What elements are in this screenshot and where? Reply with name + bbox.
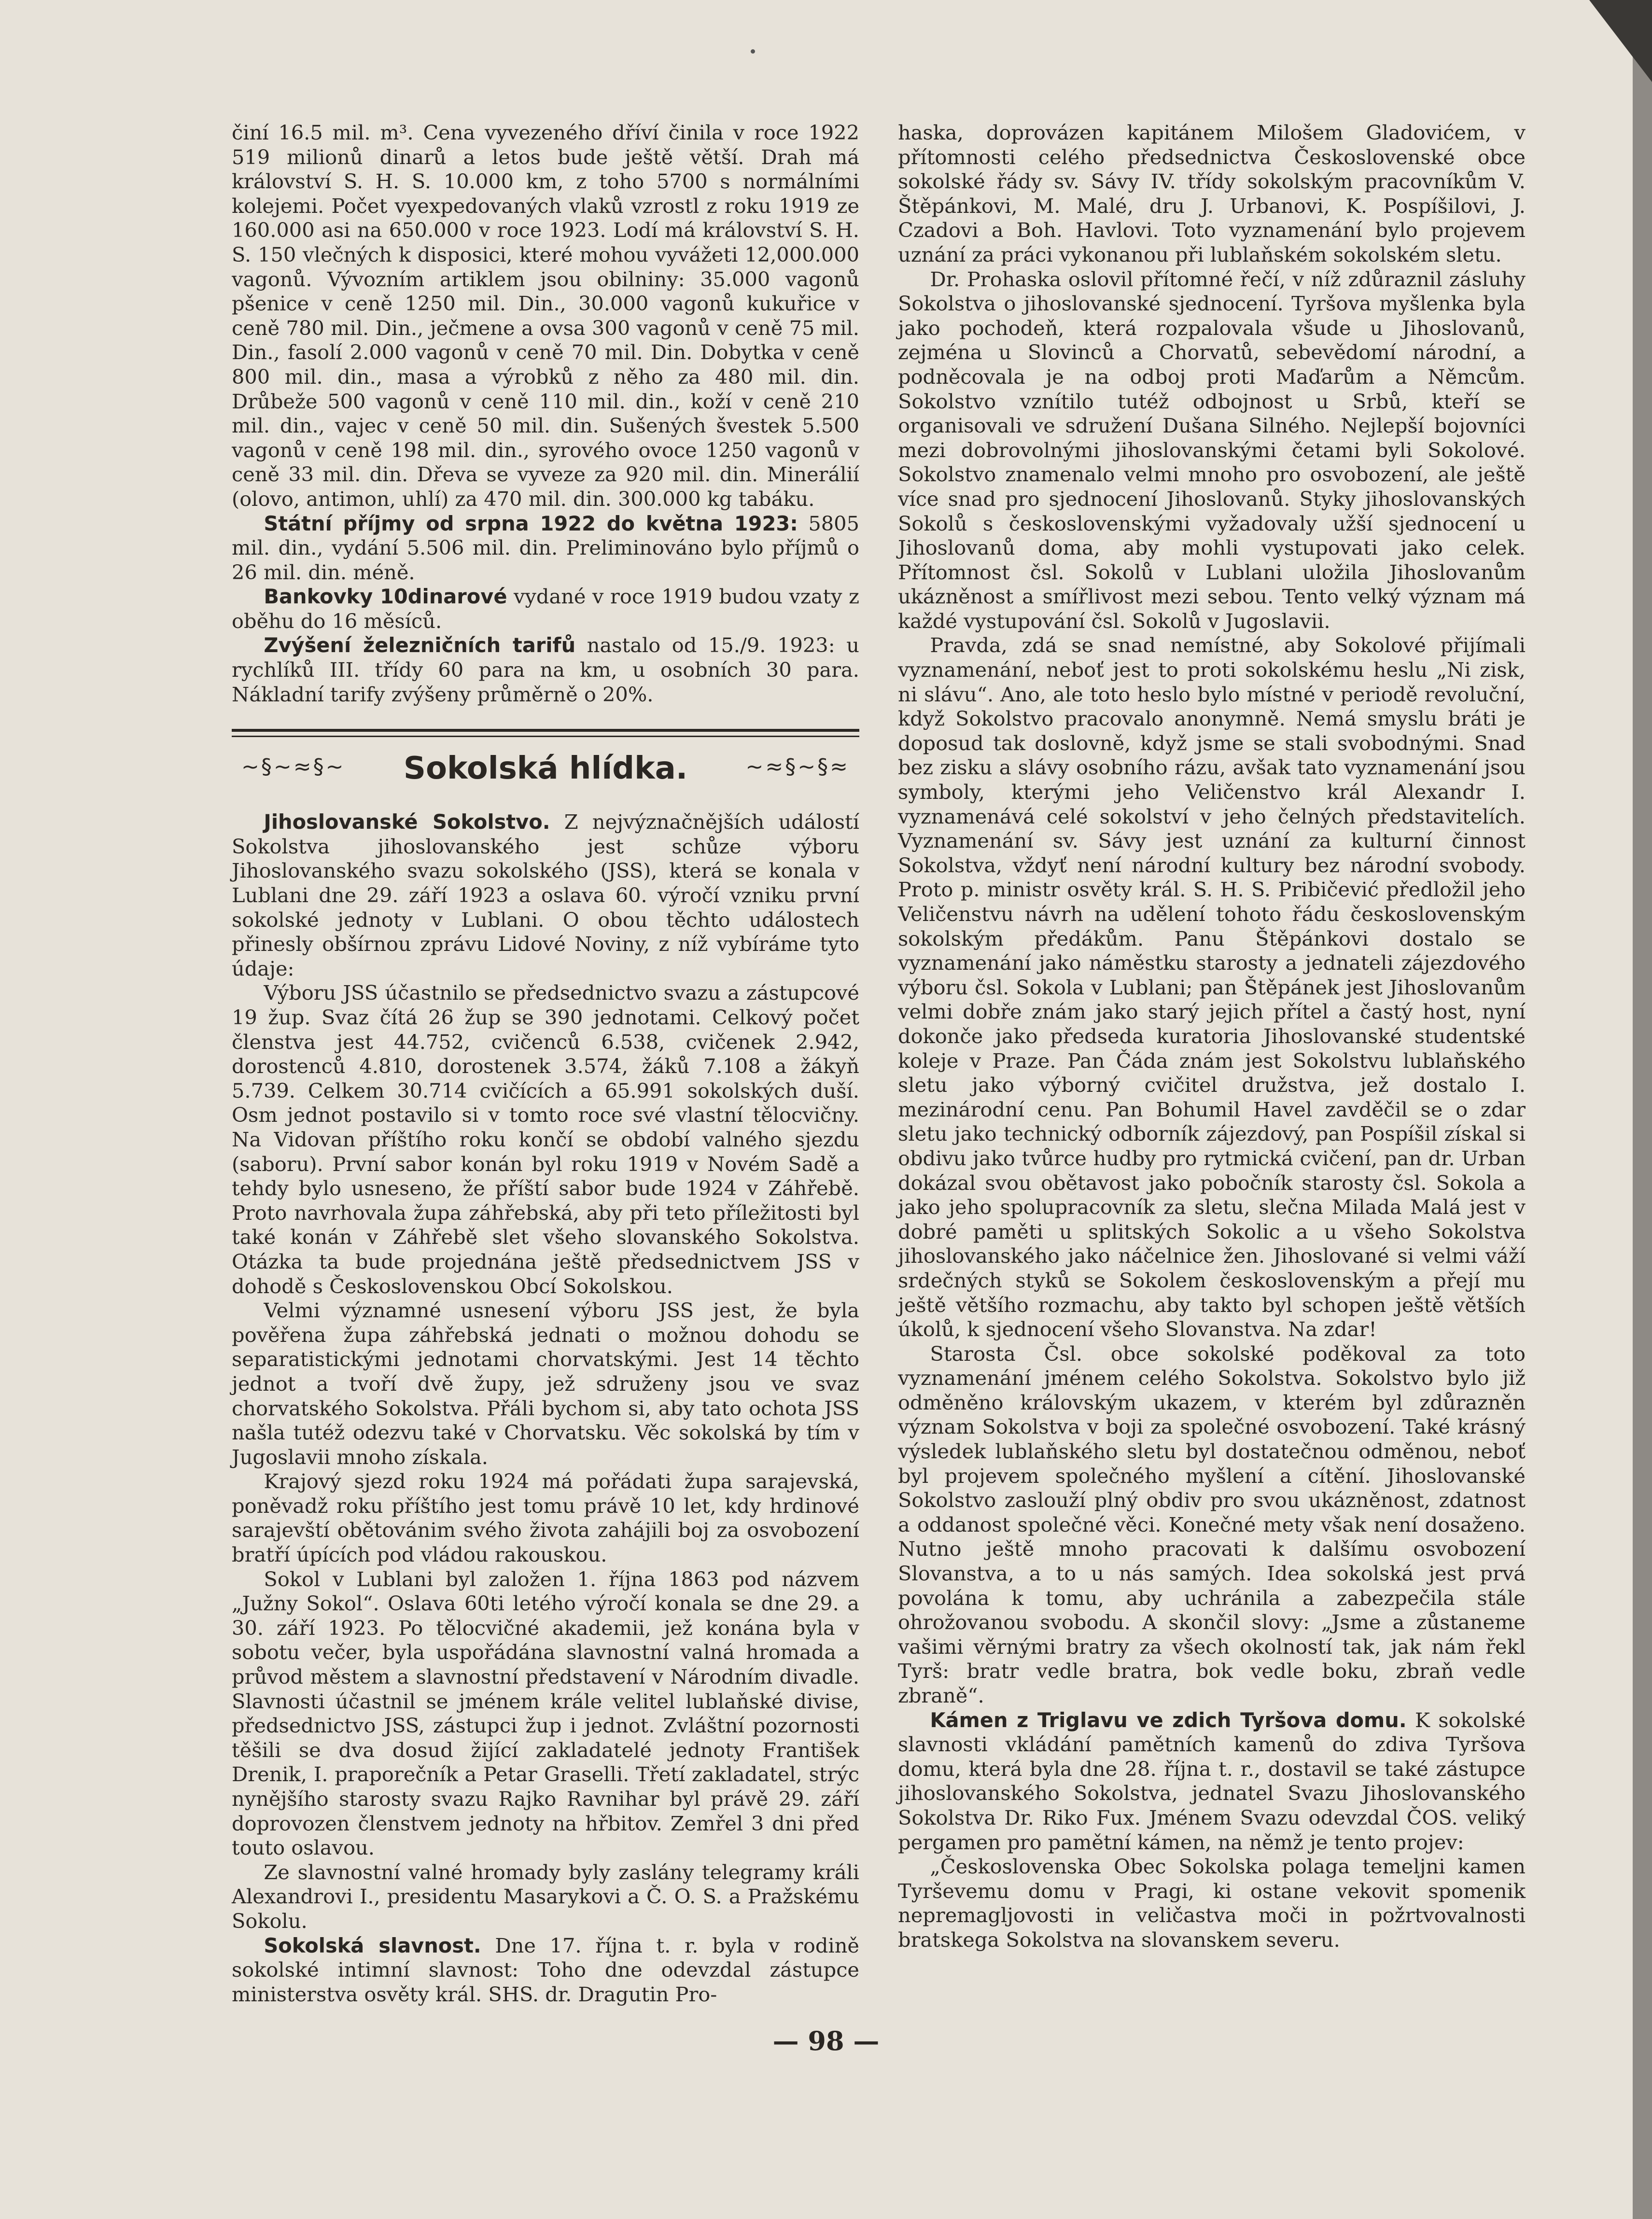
paragraph-lead: Kámen z Triglavu ve zdich Tyršova domu.: [930, 1708, 1407, 1732]
paragraph-text: Velmi významné usnesení výboru JSS jest, že byla pověřena župa záhřebská jednati o možnou dohodu se separatistickými jednotami chorvatskými. Jest 14 těchto jednot a tvoří dvě župy, jež sdruženy jsou ve svaz chorvatského Sokolstva. Přáli bychom si, aby tato ochota JSS našla tutéž odezvu také v Chorvatsku. Věc sokolská by tím v Jugoslavii mnoho získala.: [232, 1298, 859, 1469]
paragraph-lead: Jihoslovanské Sokolstvo.: [264, 810, 550, 834]
left-column: [232, 121, 859, 2007]
paragraph: [898, 1708, 1526, 1855]
paragraph-lead: Bankovky 10dinarové: [264, 585, 507, 609]
paragraph-lead: Zvýšení železničních tarifů: [264, 633, 576, 657]
heading-rule-thin: [232, 736, 859, 737]
paragraph-lead: Státní příjmy od srpna 1922 do května 1923:: [264, 511, 798, 535]
paragraph-text: Z nejvýznačnějších událostí Sokolstva jihoslovanského jest schůze výboru Jihoslovanského svazu sokolského (JSS), která se konala v Lublani dne 29. září 1923 a oslava 60. výročí vzniku první sokolské jednoty v Lublani. O obou těchto událostech přinesly obšírnou zprávu Lidové Noviny, z níž vybíráme tyto údaje:: [232, 810, 859, 980]
sokol-articles-continued: [898, 121, 1526, 1953]
paragraph: [898, 1342, 1526, 1708]
page-number: — 98 —: [772, 2025, 880, 2056]
paragraph: [232, 981, 859, 1298]
folded-corner: [1589, 0, 1652, 82]
page-edge-shadow: [1633, 0, 1652, 2219]
paragraph: [232, 1469, 859, 1567]
paragraph-text: Starosta Čsl. obce sokolské poděkoval za toto vyznamenání jménem celého Sokolstva. Sokolstvo bylo již odměněno královským ukazem, v kterém byl zdůrazněn význam Sokolstva v boji za společné osvobození. Také krásný výsledek lublaňského sletu byl dostatečnou odměnou, neboť byl projevem společného myšlení a cítění. Jihoslovanské Sokolstvo zaslouží plný obdiv pro svou ukázněnost, zdatnost a oddanost společné věci. Konečné mety však není dosaženo. Nutno ještě mnoho pracovati k dalšímu osvobození Slovanstva, a to u nás samých. Idea sokolská jest prvá povolána k tomu, aby uchránila a zabezpečila stále ohrožovanou svobodu. A skončil slovy: „Jsme a zůstaneme vašimi věrnými bratry za všech okolností tak, jak nám řekl Tyrš: bratr vedle bratra, bok vedle boku, zbraň vedle zbraně“.: [898, 1341, 1526, 1707]
paragraph-text: Krajový sjezd roku 1924 má pořádati župa sarajevská, poněvadž roku příštího jest tomu právě 10 let, kdy hrdinové sarajevští obětovánim svého života zahájili boj za osvobození bratří úpících pod vládou rakouskou.: [232, 1469, 859, 1567]
paragraph: [898, 1855, 1526, 1952]
paragraph: [232, 1934, 859, 2007]
sokol-articles: [232, 810, 859, 2007]
paragraph-text: 5805 mil. din., vydání 5.506 mil. din. Preliminováno bylo příjmů o 26 mil. din. méně.: [232, 511, 859, 584]
paragraph-text: Dr. Prohaska oslovil přítomné řečí, v níž zdůraznil zásluhy Sokolstva o jihoslovanské sjednocení. Tyršova myšlenka byla jako pochodeň, která rozpalovala všude u Jihoslovanů, zejména u Slovinců a Chorvatů, sebevědomí národní, a podněcovala je na odboj proti Maďarům a Němcům. Sokolstvo vznítilo tutéž odbojnost u Srbů, kteří se organisovali ve sdružení Dušana Silného. Nejlepší bojovníci mezi dobrovolnými jihoslovanskými četami byli Sokolové. Sokolstvo znamenalo velmi mnoho pro osvobození, ale ještě více snad pro sjednocení Jihoslovanů. Styky jihoslovanských Sokolů s československými vyžadovaly užší sjednocení u Jihoslovanů doma, aby mohli vystupovati jako celek. Přítomnost čsl. Sokolů v Lublani uložila Jihoslovanům ukázněnost a smířlivost mezi sebou. Tento velký význam má každé vystupování čsl. Sokolů v Jugoslavii.: [898, 267, 1526, 633]
paragraph-text: nastalo od 15./9. 1923: u rychlíků III. třídy 60 para na km, u osobních 30 para. Nákladní tarify zvýšeny průměrně o 20%.: [232, 633, 860, 706]
paragraph-text: Pravda, zdá se snad nemístné, aby Sokolové přijímali vyznamenání, neboť jest to proti sokolskému heslu „Ni zisk, ni slávu“. Ano, ale toto heslo bylo místné v periodě revoluční, když Sokolstvo pracovalo anonymně. Nemá smyslu bráti je doposud tak doslovně, když jsme se stali svobodnými. Snad bez zisku a slávy osobního rázu, avšak tato vyznamenání jsou symboly, kterými jeho Veličenstvo král Alexandr I. vyznamenává celé sokolství v jeho čelných představitelích. Vyznamenání sv. Sávy jest uznání za kulturní činnost Sokolstva, vždyť není národní kultury bez národní svobody. Proto p. ministr osvěty král. S. H. S. Pribičević předložil jeho Veličenstvu návrh na udělení tohoto řádu československým sokolským předákům. Panu Štěpánkovi dostalo se vyznamenání jako náměstku starosty a jednateli zájezdového výboru čsl. Sokola v Lublani; pan Štěpánek jest Jihoslovanům velmi dobře znám jako starý jejich přítel a častý host, nyní dokonče jako předseda kuratoria Jihoslovanské studentské koleje v Praze. Pan Čáda znám jest Sokolstvu lublaňského sletu jako výborný cvičitel družstva, jež dostalo I. mezinárodní cenu. Pan Bohumil Havel zavděčil se o zdar sletu jako technický odborník zájezdový, pan Pospíšil získal si obdivu jako tvůrce hudby pro rytmická cvičení, pan dr. Urban dokázal svou obětavost jako pobočník starosty čsl. Sokola a jako jeho spolupracovník za sletu, slečna Milada Malá jest v dobré paměti u splitských Sokolic a u všeho Sokolstva jihoslovanského jako náčelnice žen. Jihoslované si velmi váží srdečných styků se Sokolem československým a přejí mu ještě většího rozmachu, aby takto byl schopen ještě větších úkolů, k sjednocení všeho Slovanstva. Na zdar!: [898, 633, 1526, 1341]
ornament-right: ~≈§~§≈: [745, 754, 850, 780]
paragraph: [898, 633, 1526, 1341]
section-heading: Sokolská hlídka.: [403, 751, 688, 787]
heading-rule: [232, 729, 859, 732]
paragraph-text: vydané v roce 1919 budou vzaty z oběhu do 16 měsíců.: [232, 585, 859, 633]
paragraph-text: Dne 17. října t. r. byla v rodině sokolské intimní slavnost: Toho dne odevzdal zástupce ministerstva osvěty král. SHS. dr. Dragutin Pro-: [232, 1933, 859, 2006]
paragraph-text: Výboru JSS účastnilo se předsednictvo svazu a zástupcové 19 žup. Svaz čítá 26 žup se 390 jednotami. Celkový počet členstva jest 44.752, cvičenců 6.538, cvičenek 2.942, dorostenců 4.810, dorostenek 3.574, žáků 7.108 a žákyň 5.739. Celkem 30.714 cvičících a 65.991 sokolských duší. Osm jednot postavilo si v tomto roce své vlastní tělocvičny. Na Vidovan příštího roku končí se období valného sjezdu (saboru). První sabor konán byl roku 1919 v Novém Sadě a tehdy bylo usneseno, že příští sabor bude 1924 v Záhřebě. Proto navrhovala župa záhřebská, aby při teto příležitosti byl také konán v Záhřebě slet všeho slovanského Sokolstva. Otázka ta bude projednána ještě předsednictvem JSS v dohodě s Československou Obcí Sokolskou.: [232, 981, 859, 1298]
paragraph: [232, 121, 859, 512]
paragraph-text: Ze slavnostní valné hromady byly zaslány telegramy králi Alexandrovi I., presidentu Masarykovi a Č. O. S. a Pražskému Sokolu.: [232, 1860, 859, 1933]
print-speck: [751, 49, 755, 54]
paragraph: [232, 810, 859, 981]
paragraph-text: Sokol v Lublani byl založen 1. října 1863 pod názvem „Južny Sokol“. Oslava 60ti letého výročí konala se dne 29. a 30. září 1923. Po tělocvičné akademii, jež konána byla v sobotu večer, byla uspořádána slavnostní valná hromada a průvod městem a slavnostní představení v Národním divadle. Slavnosti účastnil se jménem krále velitel lublaňské divise, předsednictvo JSS, zástupci žup i jednot. Zvláštní pozornosti těšili se dva dosud žijící zakladatelé jednoty František Drenik, I. praporečník a Petar Graselli. Třetí zakladatel, strýc nynějšího starosty svazu Rajko Ravnihar byl právě 29. září doprovozen členstvem jednoty na hřbitov. Zemřel 3 dni před touto oslavou.: [232, 1567, 859, 1860]
paragraph-text: „Československa Obec Sokolska polaga temeljni kamen Tyrševemu domu v Pragi, ki ostane vekovit spomenik nepremagljovosti in veličastva moči in požrtvovalnosti bratskega Sokolstva na slovanskem severu.: [898, 1855, 1526, 1952]
paragraph-text: haska, doprovázen kapitánem Milošem Gladovićem, v přítomnosti celého předsednictva Československé obce sokolské řády sv. Sávy IV. třídy sokolským pracovníkům V. Štěpánkovi, M. Malé, dru J. Urbanovi, K. Pospíšilovi, J. Czadovi a Boh. Havlovi. Toto vyznamenání bylo projevem uznání za práci vykonanou při lublaňském sokolském sletu.: [898, 121, 1526, 266]
right-column: [898, 121, 1526, 1953]
paragraph-text: K sokolské slavnosti vkládání pamětních kamenů do zdiva Tyršova domu, která byla dne 28. října t. r., dostavil se také zástupce jihoslovanského Sokolstva, jednatel Svazu Jihoslovanského Sokolstva Dr. Riko Fux. Jménem Svazu odevzdal ČOS. veliký pergamen pro pamětní kámen, na němž je tento projev:: [898, 1708, 1526, 1854]
ornament-left: ~§~≈§~: [241, 754, 346, 780]
paragraph-text: činí 16.5 mil. m³. Cena vyvezeného dříví činila v roce 1922 519 milionů dinarů a letos bude ještě větší. Drah má království S. H. S. 10.000 km, z toho 5700 s normálními kolejemi. Počet vyexpedovaných vlaků vzrostl z roku 1919 ze 160.000 asi na 650.000 v roce 1923. Lodí má království S. H. S. 150 vlečných k disposici, které mohou vyvážeti 12,000.000 vagonů. Vývozním artiklem jsou obilniny: 35.000 vagonů pšenice v ceně 1250 mil. Din., 30.000 vagonů kukuřice v ceně 780 mil. Din., ječmene a ovsa 300 vagonů v ceně 75 mil. Din., fasolí 2.000 vagonů v ceně 70 mil. Din. Dobytka v ceně 800 mil. din., masa a výrobků z něho za 480 mil. din. Drůbeže 500 vagonů v ceně 110 mil. din., koží v ceně 210 mil. din., vajec v ceně 50 mil. din. Sušených švestek 5.500 vagonů v ceně 198 mil. din., syrového ovoce 1250 vagonů v ceně 33 mil. din. Dřeva se vyveze za 920 mil. din. Minerálií (olovo, antimon, uhlí) za 470 mil. din. 300.000 kg tabáku.: [232, 121, 859, 511]
paragraph: [232, 1298, 859, 1469]
paragraph: [898, 121, 1526, 267]
paragraph: [232, 585, 859, 633]
paragraph: [232, 633, 859, 707]
paragraph-lead: Sokolská slavnost.: [264, 1933, 481, 1957]
paragraph: [898, 267, 1526, 634]
paragraph: [232, 512, 859, 585]
economy-notes: [232, 121, 859, 707]
section-heading-band: [232, 729, 859, 796]
paragraph: [232, 1860, 859, 1934]
paragraph: [232, 1567, 859, 1860]
